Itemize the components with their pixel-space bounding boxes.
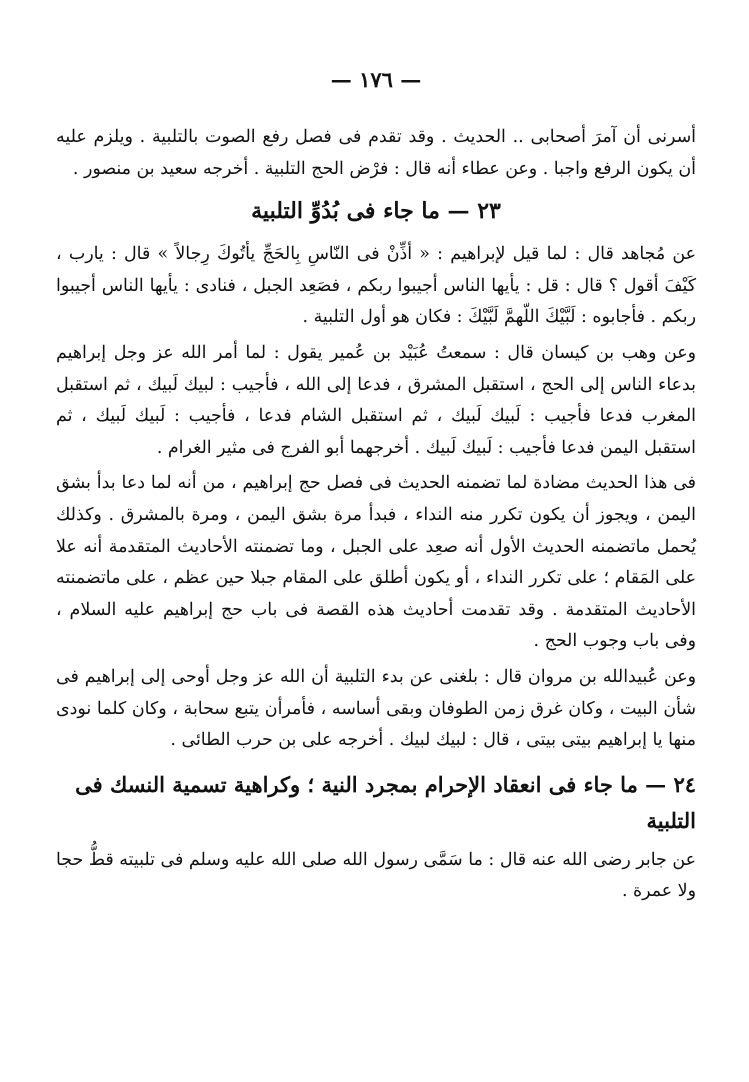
paragraph-commentary: فى هذا الحديث مضادة لما تضمنه الحديث فى فصل حج إبراهيم ، من أنه لما دعا بدأ بشق اليمن ، ويجوز أن يكون تكرر منه النداء ، فبدأ مرة بشق اليمن ، ومرة بالمشرق . وكذلك يُحمل ماتضمنه الحديث الأول أنه صعِد على الجبل ، وما تضمنته الأحاديث المتقدمة أنه علا على المَقام ؛ على تكرر النداء ، أو يكون أطلق على المقام جبلا حين عظم ، على ماتضمنته الأحاديث المتقدمة . وقد تقدمت أحاديث هذه القصة فى باب حج إبراهيم عليه السلام ، وفى باب وجوب الحج . bbox=[56, 473, 696, 652]
paragraph-talbiya-raising-voice: أسرنى أن آمرَ أصحابى .. الحديث . وقد تقدم فى فصل رفع الصوت بالتلبية . ويلزم عليه أن يكون الرفع واجبا . وعن عطاء أنه قال : فرْض الحج التلبية . أخرجه سعيد بن منصور . bbox=[56, 127, 696, 179]
section-heading-24: ٢٤ — ما جاء فى انعقاد الإحرام بمجرد النية ؛ وكراهية تسمية النسك فى التلبية bbox=[75, 771, 696, 833]
paragraph-jabir-narration: عن جابر رضى الله عنه قال : ما سَمَّى رسول الله صلى الله عليه وسلم فى تلبيته قطُّ حجا ولا عمرة . bbox=[56, 849, 696, 902]
page-number: — ١٧٦ — bbox=[330, 67, 422, 92]
paragraph-wahb-narration: وعن وهب بن كيسان قال : سمعتُ عُبَيْد بن عُمير يقول : لما أمر الله عز وجل إبراهيم بدعاء الناس إلى الحج ، استقبل المشرق ، فدعا إلى الله ، فأجيب : لبيك لَبيك ، ثم استقبل المغرب فدعا فأجيب : لَبيك لَبيك ، ثم استقبل الشام فدعا ، فأجيب : لَبيك لَبيك ، ثم استقبل اليمن فدعا فأجيب : لَبيك لَبيك . أخرجهما أبو الفرج فى مثير الغرام . bbox=[56, 342, 696, 458]
paragraph-mujahid-narration: عن مُجاهد قال : لما قيل لإبراهيم : « أذِّنْ فى النّاسِ بِالحَجِّ يأتُوكَ رِجالاً » قال : يارب ، كَيْفَ أقول ؟ قال : قل : يأيها الناس أجيبوا ربكم ، فصَعِد الجبل ، فنادى : يأيها الناس أجيبوا ربكم . فأجابوه : لَبَّيْكَ اللّهمَّ لَبَّيْكَ : فكان هو أول التلبية . bbox=[56, 244, 696, 328]
section-heading-23: ٢٣ — ما جاء فى بُدُوِّ التلبية bbox=[251, 198, 501, 225]
paragraph-ubaidullah-narration: وعن عُبيدالله بن مروان قال : بلغنى عن بدء التلبية أن الله عز وجل أوحى إلى إبراهيم فى شأن البيت ، وكان غرق زمن الطوفان وبقى أساسه ، فأمرأن يتبع سحابة ، وكان كلما نودى منها يا إبراهيم بيتى بيتى ، قال : لبيك لبيك . أخرجه على بن حرب الطائى . bbox=[56, 666, 696, 751]
document-page bbox=[56, 60, 696, 1060]
